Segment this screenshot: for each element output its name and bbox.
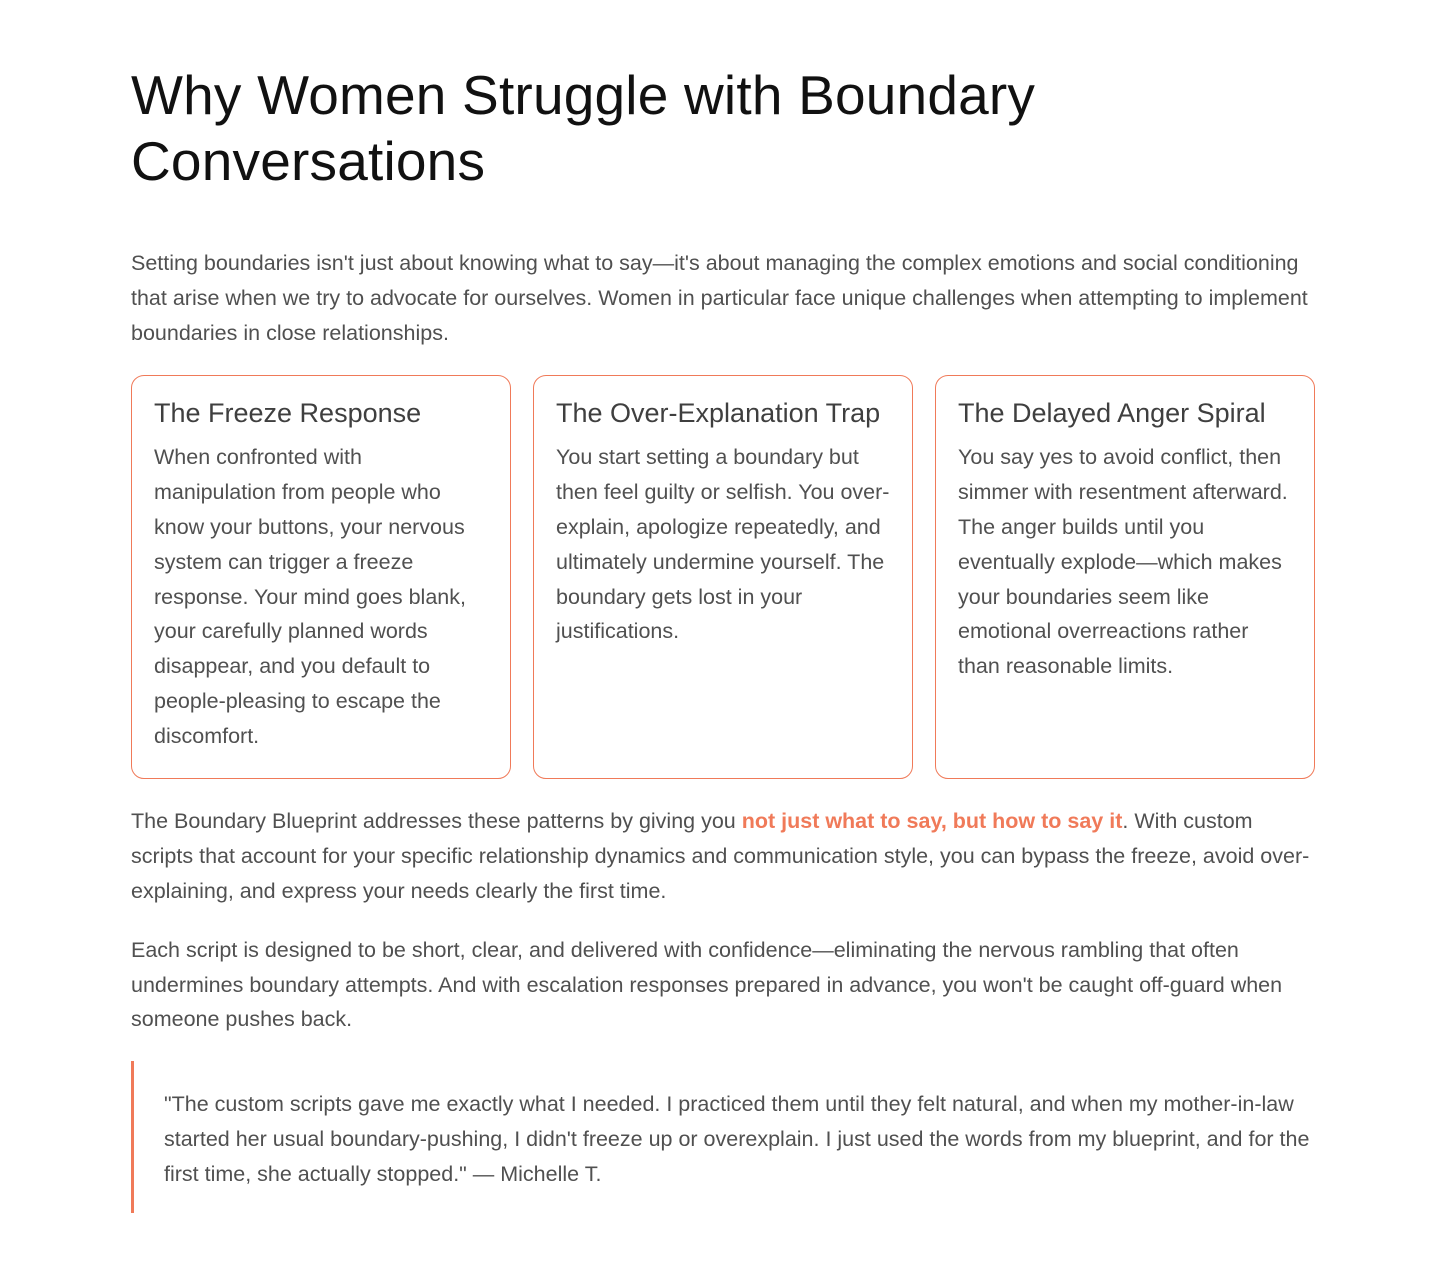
intro-paragraph: Setting boundaries isn't just about knowing what to say—it's about managing the complex emotions and social conditioning that arise when we try to advocate for ourselves. Women in particular face unique challenges when attempting to implement boundaries in close relationships. [131, 251, 1308, 345]
card-title: The Freeze Response [154, 398, 422, 429]
blueprint-highlight: not just what to say, but how to say it [741, 809, 1123, 834]
card-body: You say yes to avoid conflict, then simmer with resentment afterward. The anger builds until you eventually explode—which makes your boundaries seem like emotional overreactions rather than reasonable limits. [958, 445, 1288, 679]
testimonial-quote [131, 1061, 1315, 1213]
blueprint-paragraph [131, 804, 1315, 908]
card-body: You start setting a boundary but then feel guilty or selfish. You over-explain, apologize repeatedly, and ultimately undermine yourself. The boundary gets lost in your justifications. [556, 445, 890, 644]
script-paragraph: Each script is designed to be short, clear, and delivered with confidence—eliminating the nervous rambling that often undermines boundary attempts. And with escalation responses prepared in advance, you won't be caught off-guard when someone pushes back. [131, 937, 1283, 1032]
challenge-cards [131, 375, 1315, 779]
testimonial-text: "The custom scripts gave me exactly what I needed. I practiced them until they felt natural, and when my mother-in-law started her usual boundary-pushing, I didn't freeze up or overexplain. I just used the words from my blueprint, and for the first time, she actually stopped." — Michelle T. [164, 1092, 1310, 1186]
card-delayed-anger-spiral [935, 375, 1315, 779]
card-body: When confronted with manipulation from people who know your buttons, your nervous system can trigger a freeze response. Your mind goes blank, your carefully planned words disappear, and you default to people-pleasing to escape the discomfort. [154, 445, 466, 748]
card-over-explanation-trap [533, 375, 913, 779]
blueprint-text-before: The Boundary Blueprint addresses these patterns by giving you [131, 809, 742, 834]
card-title: The Delayed Anger Spiral [958, 398, 1266, 429]
card-title: The Over-Explanation Trap [556, 398, 881, 429]
blueprint-text-after: . With custom scripts that account for your specific relationship dynamics and communication style, you can bypass the freeze, avoid over-explaining, and express your needs clearly the first time. [131, 809, 1310, 903]
article-content [131, 62, 1315, 1213]
page-title: Why Women Struggle with Boundary Conversations [131, 64, 1036, 192]
card-freeze-response [131, 375, 511, 779]
